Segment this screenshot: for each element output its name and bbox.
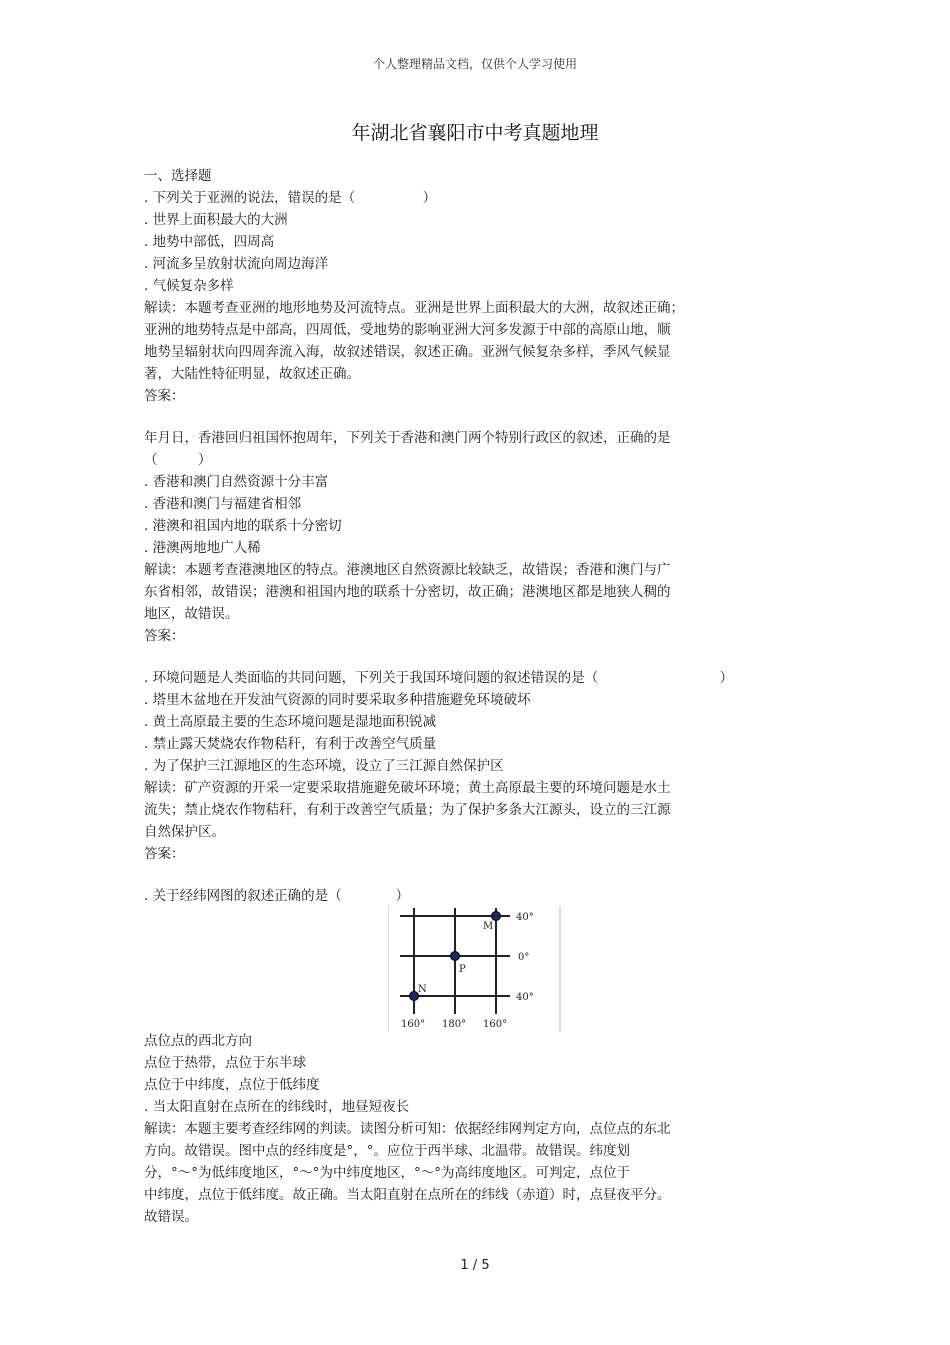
point-p-label: P	[459, 964, 466, 975]
question-2: （ ）	[144, 452, 212, 468]
point-p-marker	[451, 952, 460, 961]
q1-explanation: 亚洲的地势特点是中部高，四周低，受地势的影响亚洲大河多发源于中部的高原山地，顺	[144, 322, 671, 338]
q3-explanation: 流失；禁止烧农作物秸秆，有利于改善空气质量；为了保护多条大江源头，设立的三江源	[144, 802, 671, 818]
question-4: . 关于经纬网图的叙述正确的是（ ）	[144, 888, 410, 904]
point-n-label: N	[418, 984, 427, 995]
q2-explanation: 解读：本题考查港澳地区的特点。港澳地区自然资源比较缺乏，故错误；香港和澳门与广	[144, 562, 671, 578]
q1-option-c: . 河流多呈放射状流向周边海洋	[144, 256, 329, 272]
q2-answer: 答案：	[144, 628, 185, 644]
q4-explanation: 方向。故错误。图中点的经纬度是°，°。应位于西半球、北温带。故错误。纬度划	[144, 1143, 630, 1159]
page-number: 1 / 5	[460, 1258, 490, 1273]
q2-option-a: . 香港和澳门自然资源十分丰富	[144, 474, 329, 490]
q1-explanation: 著，大陆性特征明显，故叙述正确。	[144, 366, 360, 382]
longitude-label-east: 160°	[483, 1019, 508, 1030]
q1-answer: 答案：	[144, 388, 185, 404]
graticule-svg	[388, 906, 563, 1034]
q4-explanation: 解读：本题主要考查经纬网的判读。读图分析可知：依据经纬网判定方向，点位点的东北	[144, 1121, 671, 1137]
latitude-label-equator: 0°	[518, 952, 530, 963]
q2-explanation: 东省相邻，故错误；港澳和祖国内地的联系十分密切，故正确；港澳地区都是地狭人稠的	[144, 584, 671, 600]
document-title: 年湖北省襄阳市中考真题地理	[351, 122, 599, 144]
question-2: 年月日，香港回归祖国怀抱周年，下列关于香港和澳门两个特别行政区的叙述，正确的是	[144, 430, 671, 446]
question-3: . 环境问题是人类面临的共同问题，下列关于我国环境问题的叙述错误的是（ ）	[144, 670, 734, 686]
q3-option-d: . 为了保护三江源地区的生态环境，设立了三江源自然保护区	[144, 758, 504, 774]
longitude-label-west: 160°	[401, 1019, 426, 1030]
q3-answer: 答案：	[144, 846, 185, 862]
q3-option-a: . 塔里木盆地在开发油气资源的同时要采取多种措施避免环境破坏	[144, 692, 531, 708]
header-note: 个人整理精品文档，仅供个人学习使用	[372, 57, 577, 71]
q3-explanation: 自然保护区。	[144, 824, 225, 840]
q4-option-a: 点位点的西北方向	[144, 1033, 252, 1049]
q1-option-d: . 气候复杂多样	[144, 278, 234, 294]
question-1: . 下列关于亚洲的说法，错误的是（ ）	[144, 190, 437, 206]
q3-option-b: . 黄土高原最主要的生态环境问题是湿地面积锐减	[144, 714, 437, 730]
q1-explanation: 地势呈辐射状向四周奔流入海，故叙述错误，叙述正确。亚洲气候复杂多样，季风气候显	[144, 344, 671, 360]
q1-option-a: . 世界上面积最大的大洲	[144, 212, 288, 228]
q4-option-d: . 当太阳直射在点所在的纬线时，地昼短夜长	[144, 1099, 410, 1115]
q1-option-b: . 地势中部低，四周高	[144, 234, 275, 250]
q2-explanation: 地区，故错误。	[144, 606, 239, 622]
q3-explanation: 解读：矿产资源的开采一定要采取措施避免破坏环境；黄土高原最主要的环境问题是水土	[144, 780, 671, 796]
graticule-figure	[388, 906, 563, 1034]
longitude-label-center: 180°	[442, 1019, 467, 1030]
latitude-label-north: 40°	[516, 912, 534, 923]
latitude-label-south: 40°	[516, 992, 534, 1003]
q2-option-b: . 香港和澳门与福建省相邻	[144, 496, 302, 512]
q4-explanation: 中纬度，点位于低纬度。故正确。当太阳直射在点所在的纬线（赤道）时，点昼夜平分。	[144, 1187, 671, 1203]
q2-option-c: . 港澳和祖国内地的联系十分密切	[144, 518, 342, 534]
q4-explanation: 分，°～°为低纬度地区，°～°为中纬度地区，°～°为高纬度地区。可判定，点位于	[144, 1165, 630, 1181]
section-heading: 一、选择题	[144, 168, 212, 184]
q1-explanation: 解读：本题考查亚洲的地形地势及河流特点。亚洲是世界上面积最大的大洲，故叙述正确；	[144, 300, 684, 316]
q2-option-d: . 港澳两地地广人稀	[144, 540, 261, 556]
q4-option-c: 点位于中纬度，点位于低纬度	[144, 1077, 320, 1093]
q4-explanation: 故错误。	[144, 1209, 198, 1225]
point-m-label: M	[483, 921, 494, 932]
point-m-marker	[492, 912, 501, 921]
q4-option-b: 点位于热带，点位于东半球	[144, 1055, 306, 1071]
q3-option-c: . 禁止露天焚烧农作物秸秆，有利于改善空气质量	[144, 736, 437, 752]
